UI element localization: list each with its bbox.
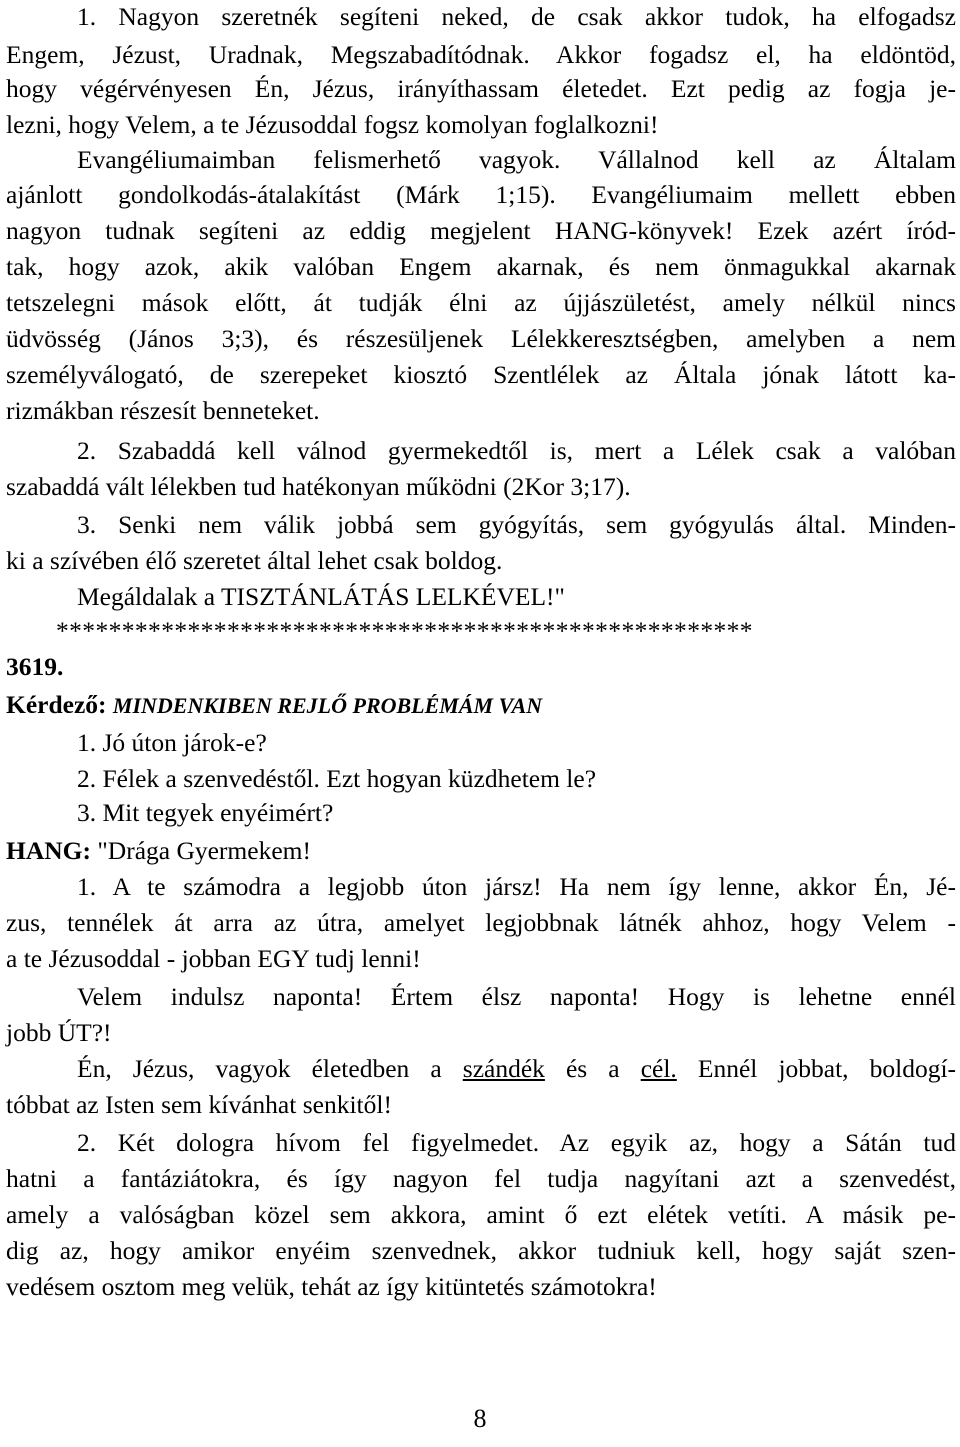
asker-label: Kérdező: xyxy=(6,690,107,719)
a4-line-1: 2. Két dologra hívom fel figyelmedet. Az egyik az, hogy a Sátán tud xyxy=(77,1128,956,1157)
asker-title: MINDENKIBEN REJLŐ PROBLÉMÁM VAN xyxy=(112,693,543,718)
p1-line-4: lezni, hogy Velem, a te Jézusoddal fogsz komolyan foglalkozni! xyxy=(6,110,659,139)
a3-underline-szandek: szándék xyxy=(462,1054,545,1083)
p2-line-2: szabaddá vált lélekben tud hatékonyan működni (2Kor 3;17). xyxy=(6,472,631,501)
a2-line-2: jobb ÚT?! xyxy=(6,1018,112,1047)
p1-line-6: ajánlott gondolkodás-átalakítást (Márk 1;15). Evangéliumaim mellett ebben xyxy=(6,180,956,209)
a1-line-1: 1. A te számodra a legjobb úton jársz! Ha nem így lenne, akkor Én, Jé- xyxy=(77,872,956,901)
p1-line-10: üdvösség (János 3;3), és részesüljenek Lélekkeresztségben, amelyben a nem xyxy=(6,324,956,353)
p1-line-9: tetszelegni mások előtt, át tudják élni az újjászületést, amely nélkül nincs xyxy=(6,288,956,317)
a4-line-4: dig az, hogy amikor enyéim szenvednek, akkor tudniuk kell, hogy saját szen- xyxy=(6,1236,956,1265)
p1-line-1: 1. Nagyon szeretnék segíteni neked, de csak akkor tudok, ha elfogadsz xyxy=(77,2,956,31)
question-3: 3. Mit tegyek enyéimért? xyxy=(77,798,334,827)
hang-greeting: "Drága Gyermekem! xyxy=(97,836,311,865)
hang-label: HANG: xyxy=(6,836,91,865)
separator-stars: ***************************************************** xyxy=(56,616,753,645)
blessing-line: Megáldalak a TISZTÁNLÁTÁS LELKÉVEL!" xyxy=(77,582,565,611)
p1-line-7: nagyon tudnak segíteni az eddig megjelent HANG-könyvek! Ezek azért íród- xyxy=(6,216,956,245)
question-2: 2. Félek a szenvedéstől. Ezt hogyan küzdhetem le? xyxy=(77,764,597,793)
question-1: 1. Jó úton járok-e? xyxy=(77,728,267,757)
p2-line-1: 2. Szabaddá kell válnod gyermekedtől is, mert a Lélek csak a valóban xyxy=(77,436,956,465)
a4-line-2: hatni a fantáziátokra, és így nagyon fel tudja nagyítani azt a szenvedést, xyxy=(6,1164,956,1193)
a4-line-5: vedésem osztom meg velük, tehát az így kitüntetés számotokra! xyxy=(6,1272,657,1301)
a2-line-1: Velem indulsz naponta! Értem élsz naponta! Hogy is lehetne ennél xyxy=(77,982,956,1011)
p1-line-12: rizmákban részesít benneteket. xyxy=(6,396,320,425)
asker-line xyxy=(6,688,956,722)
a3-line-1 xyxy=(77,1052,956,1086)
a1-line-3: a te Jézusoddal - jobban EGY tudj lenni! xyxy=(6,944,421,973)
a3-underline-cel: cél. xyxy=(640,1054,677,1083)
p3-line-2: ki a szívében élő szeretet által lehet csak boldog. xyxy=(6,546,503,575)
a3-post: Ennél jobbat, boldogí- xyxy=(697,1054,957,1083)
entry-number: 3619. xyxy=(6,652,64,681)
a4-line-3: amely a valóságban közel sem akkora, amint ő ezt elétek vetíti. A másik pe- xyxy=(6,1200,956,1229)
p1-line-5: Evangéliumaimban felismerhető vagyok. Vállalnod kell az Általam xyxy=(77,145,956,174)
hang-line xyxy=(6,834,956,868)
a1-line-2: zus, tennélek át arra az útra, amelyet legjobbnak látnék ahhoz, hogy Velem - xyxy=(6,908,956,937)
p3-line-1: 3. Senki nem válik jobbá sem gyógyítás, sem gyógyulás által. Minden- xyxy=(77,510,956,539)
a3-line-2: tóbbat az Isten sem kívánhat senkitől! xyxy=(6,1090,392,1119)
p1-line-8: tak, hogy azok, akik valóban Engem akarnak, és nem önmagukkal akarnak xyxy=(6,252,956,281)
a3-pre: Én, Jézus, vagyok életedben a xyxy=(77,1054,442,1083)
a3-mid: és a xyxy=(565,1054,620,1083)
p1-line-2: Engem, Jézust, Uradnak, Megszabadítódnak. Akkor fogadsz el, ha eldöntöd, xyxy=(6,40,956,69)
p1-line-11: személyválogató, de szerepeket kiosztó Szentlélek az Általa jónak látott ka- xyxy=(6,360,956,389)
p1-line-3: hogy végérvényesen Én, Jézus, irányíthassam életedet. Ezt pedig az fogja je- xyxy=(6,74,956,103)
page-number: 8 xyxy=(473,1404,487,1433)
